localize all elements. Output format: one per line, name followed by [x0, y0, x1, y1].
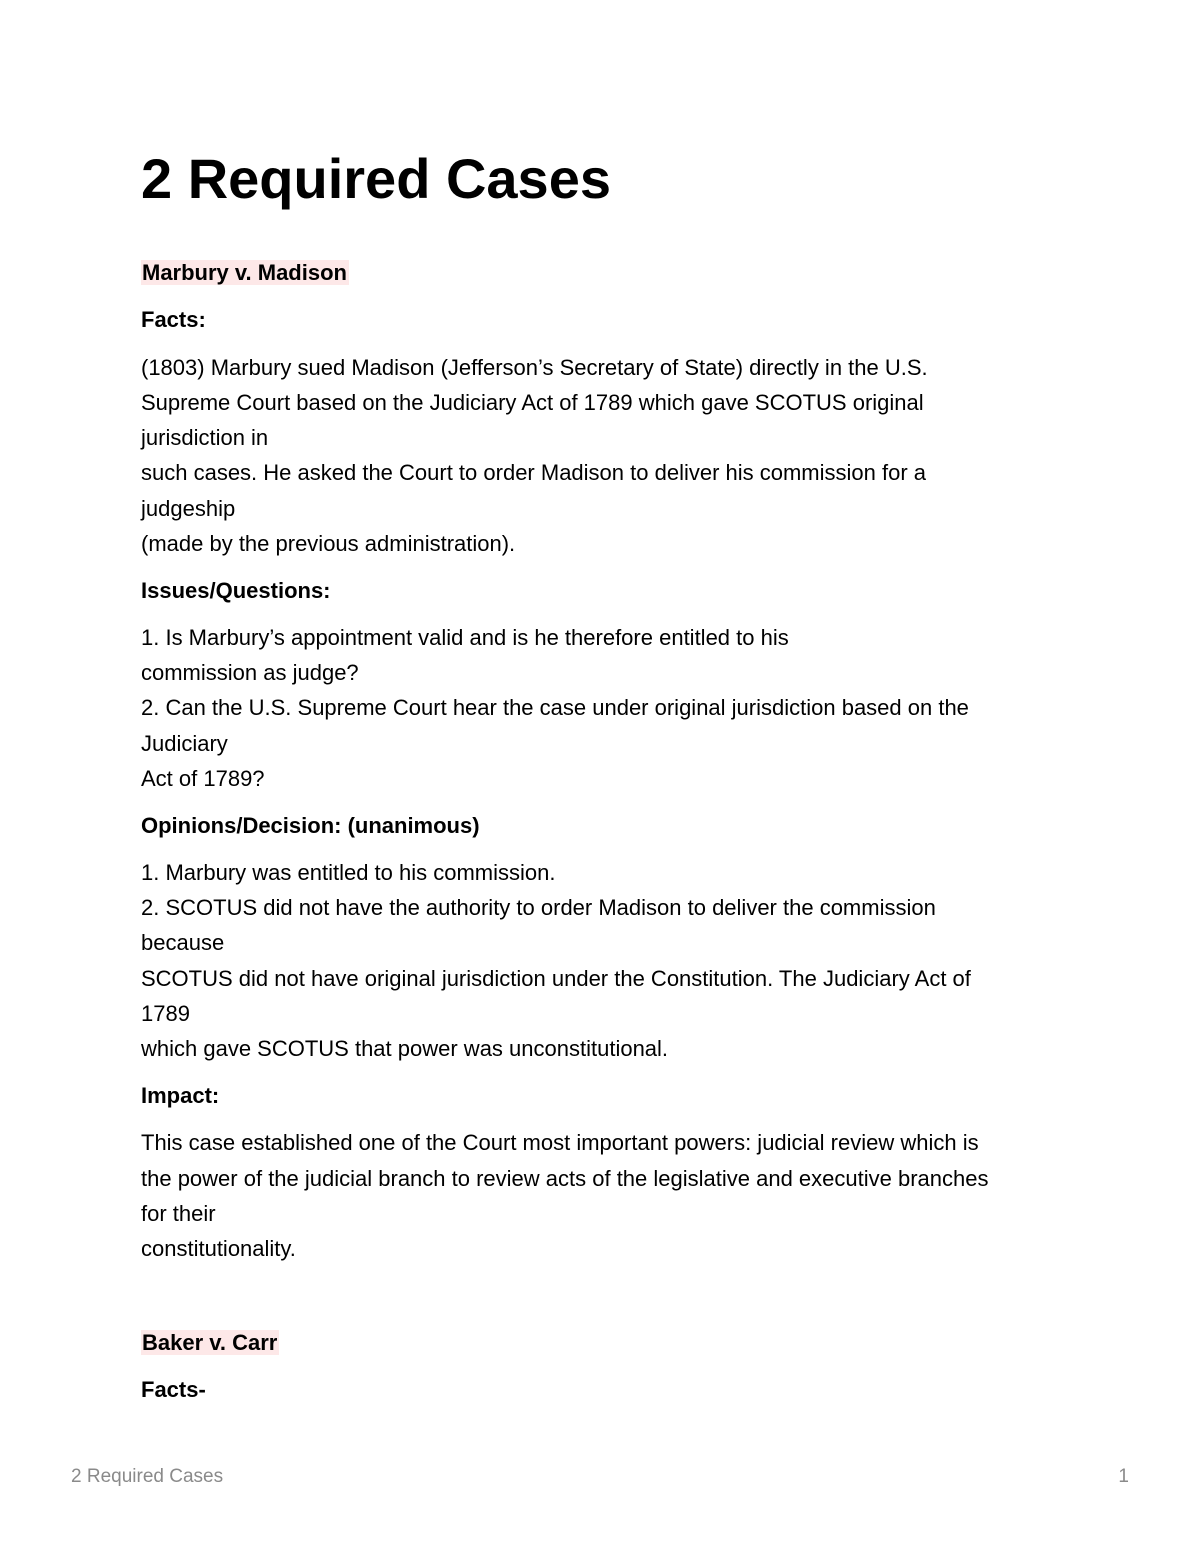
issues-line: 1. Is Marbury’s appointment valid and is he therefore entitled to his [141, 625, 789, 650]
opinions-line: which gave SCOTUS that power was unconstitutional. [141, 1036, 669, 1061]
opinions-line: SCOTUS did not have original jurisdiction under the Constitution. The Judiciary Act of [141, 966, 971, 991]
facts-line: Supreme Court based on the Judiciary Act of 1789 which gave SCOTUS original [141, 390, 924, 415]
issues-line: Judiciary [141, 731, 228, 756]
case-title-text: Marbury v. Madison [142, 260, 347, 285]
footer-page-number: 1 [1118, 1466, 1129, 1487]
facts-label: Facts: [141, 307, 206, 332]
impact-line: constitutionality. [141, 1236, 296, 1261]
case-title-marbury [141, 256, 349, 290]
opinions-line: because [141, 930, 225, 955]
facts-label: Facts- [141, 1377, 206, 1402]
issues-line: commission as judge? [141, 660, 359, 685]
facts-line: (made by the previous administration). [141, 531, 516, 556]
facts-line: (1803) Marbury sued Madison (Jefferson’s Secretary of State) directly in the U.S. [141, 355, 928, 380]
footer-title: 2 Required Cases [71, 1466, 224, 1487]
issues-line: 2. Can the U.S. Supreme Court hear the case under original jurisdiction based on the [141, 695, 969, 720]
page-title: 2 Required Cases [141, 147, 611, 210]
opinions-line: 1789 [141, 1001, 190, 1026]
issues-line: Act of 1789? [141, 766, 265, 791]
facts-line: jurisdiction in [141, 425, 269, 450]
case-title-baker [141, 1326, 279, 1360]
impact-line: the power of the judicial branch to review acts of the legislative and executive branches [141, 1166, 989, 1191]
opinions-line: 1. Marbury was entitled to his commission. [141, 860, 556, 885]
opinions-label: Opinions/Decision: (unanimous) [141, 813, 480, 838]
opinions-line: 2. SCOTUS did not have the authority to order Madison to deliver the commission [141, 895, 936, 920]
issues-label: Issues/Questions: [141, 578, 331, 603]
facts-line: judgeship [141, 496, 236, 521]
impact-line: for their [141, 1201, 216, 1226]
case-title-text: Baker v. Carr [142, 1330, 278, 1355]
facts-line: such cases. He asked the Court to order Madison to deliver his commission for a [141, 460, 927, 485]
impact-label: Impact: [141, 1083, 220, 1108]
impact-line: This case established one of the Court most important powers: judicial review which is [141, 1130, 979, 1155]
